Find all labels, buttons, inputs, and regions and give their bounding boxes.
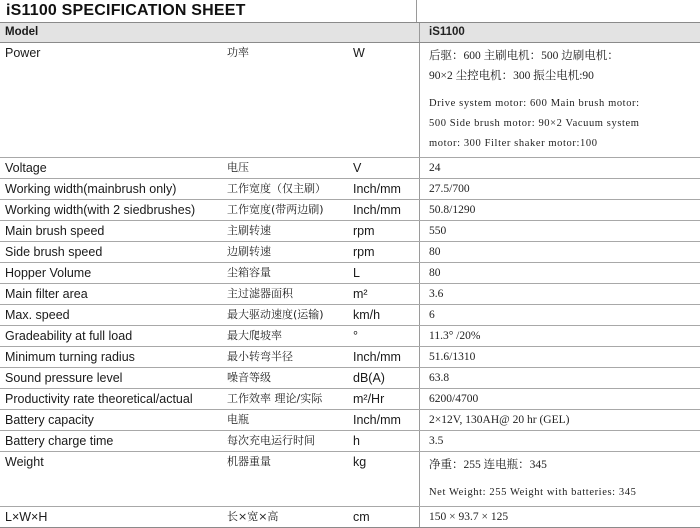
table-row bbox=[0, 242, 700, 263]
column-divider bbox=[416, 0, 417, 22]
spec-name-zh: 电压 bbox=[227, 158, 353, 179]
spec-value: 63.8 bbox=[420, 368, 700, 389]
spec-value: 50.8/1290 bbox=[420, 200, 700, 221]
spec-unit: dB(A) bbox=[353, 368, 420, 389]
spec-name-zh: 最小转弯半径 bbox=[227, 347, 353, 368]
table-row bbox=[0, 305, 700, 326]
spec-name-zh: 机器重量 bbox=[227, 452, 353, 507]
spec-unit: rpm bbox=[353, 221, 420, 242]
table-row bbox=[0, 200, 700, 221]
spec-name: Main filter area bbox=[0, 284, 227, 305]
spec-unit: cm bbox=[353, 507, 420, 528]
spec-name: Battery charge time bbox=[0, 431, 227, 452]
spec-name-zh: 工作宽度（仅主刷） bbox=[227, 179, 353, 200]
spec-value: 24 bbox=[420, 158, 700, 179]
spec-name: Max. speed bbox=[0, 305, 227, 326]
spec-name: Minimum turning radius bbox=[0, 347, 227, 368]
spec-name-zh: 边刷转速 bbox=[227, 242, 353, 263]
model-label: Model bbox=[0, 23, 227, 43]
spec-name: Main brush speed bbox=[0, 221, 227, 242]
spec-unit: km/h bbox=[353, 305, 420, 326]
spec-name: Hopper Volume bbox=[0, 263, 227, 284]
spec-value-line-zh: 后驱：600 主刷电机：500 边刷电机： bbox=[429, 46, 700, 66]
spec-value-line-en: 500 Side brush motor: 90×2 Vacuum system bbox=[429, 114, 700, 134]
spec-unit: ° bbox=[353, 326, 420, 347]
spec-value: 27.5/700 bbox=[420, 179, 700, 200]
spec-name: Weight bbox=[0, 452, 227, 507]
spec-value: 2×12V, 130AH@ 20 hr (GEL) bbox=[420, 410, 700, 431]
spec-name: L×W×H bbox=[0, 507, 227, 528]
spec-value: 150 × 93.7 × 125 bbox=[420, 507, 700, 528]
table-row bbox=[0, 507, 700, 528]
spec-unit: Inch/mm bbox=[353, 347, 420, 368]
spec-name: Working width(with 2 siedbrushes) bbox=[0, 200, 227, 221]
spec-value-line-zh: 净重：255 连电瓶：345 bbox=[429, 455, 700, 475]
table-header-row bbox=[0, 23, 700, 43]
spec-name-zh: 电瓶 bbox=[227, 410, 353, 431]
spec-value-line-en: Drive system motor: 600 Main brush motor: bbox=[429, 94, 700, 114]
spec-name-zh: 噪音等级 bbox=[227, 368, 353, 389]
spec-unit: h bbox=[353, 431, 420, 452]
spec-name-zh: 工作效率 理论/实际 bbox=[227, 389, 353, 410]
spec-unit: Inch/mm bbox=[353, 200, 420, 221]
spec-name-zh: 最大爬坡率 bbox=[227, 326, 353, 347]
spec-value-line-en: Net Weight: 255 Weight with batteries: 345 bbox=[429, 483, 700, 503]
spec-value: 80 bbox=[420, 242, 700, 263]
spec-value: 550 bbox=[420, 221, 700, 242]
spec-name-zh: 长×宽×高 bbox=[227, 507, 353, 528]
table-row bbox=[0, 347, 700, 368]
spec-value-line-en: motor: 300 Filter shaker motor:100 bbox=[429, 134, 700, 154]
spec-name-zh: 主刷转速 bbox=[227, 221, 353, 242]
spec-value: 80 bbox=[420, 263, 700, 284]
spec-unit: kg bbox=[353, 452, 420, 507]
spec-value: 3.6 bbox=[420, 284, 700, 305]
spec-name: Power bbox=[0, 43, 227, 158]
spec-unit: W bbox=[353, 43, 420, 158]
spec-value-line-zh: 90×2 尘控电机：300 振尘电机:90 bbox=[429, 66, 700, 86]
table-row bbox=[0, 410, 700, 431]
spec-name-zh: 功率 bbox=[227, 43, 353, 158]
spec-name: Battery capacity bbox=[0, 410, 227, 431]
spec-unit: Inch/mm bbox=[353, 179, 420, 200]
table-row bbox=[0, 389, 700, 410]
spec-name-zh: 最大驱动速度(运输) bbox=[227, 305, 353, 326]
table-row bbox=[0, 263, 700, 284]
table-row bbox=[0, 452, 700, 507]
line-gap bbox=[429, 475, 700, 483]
model-value: iS1100 bbox=[420, 23, 700, 43]
spec-name: Side brush speed bbox=[0, 242, 227, 263]
table-row bbox=[0, 158, 700, 179]
spec-table bbox=[0, 22, 700, 528]
spec-name: Sound pressure level bbox=[0, 368, 227, 389]
spec-name-zh: 每次充电运行时间 bbox=[227, 431, 353, 452]
spec-value: 51.6/1310 bbox=[420, 347, 700, 368]
line-gap bbox=[429, 86, 700, 94]
table-row bbox=[0, 326, 700, 347]
spec-name-zh: 工作宽度(带两边刷) bbox=[227, 200, 353, 221]
table-row bbox=[0, 179, 700, 200]
table-row bbox=[0, 221, 700, 242]
spec-value: 6200/4700 bbox=[420, 389, 700, 410]
spec-name-zh: 尘箱容量 bbox=[227, 263, 353, 284]
spec-unit: Inch/mm bbox=[353, 410, 420, 431]
spec-value bbox=[420, 43, 700, 158]
spec-name: Productivity rate theoretical/actual bbox=[0, 389, 227, 410]
spec-unit: V bbox=[353, 158, 420, 179]
spec-value bbox=[420, 452, 700, 507]
spec-name: Working width(mainbrush only) bbox=[0, 179, 227, 200]
page-title: iS1100 SPECIFICATION SHEET bbox=[6, 2, 246, 20]
table-row bbox=[0, 43, 700, 158]
spec-value: 6 bbox=[420, 305, 700, 326]
spec-unit: rpm bbox=[353, 242, 420, 263]
spec-name-zh: 主过滤器面积 bbox=[227, 284, 353, 305]
header-blank-zh bbox=[227, 23, 353, 43]
spec-unit: m² bbox=[353, 284, 420, 305]
spec-unit: L bbox=[353, 263, 420, 284]
spec-name: Gradeability at full load bbox=[0, 326, 227, 347]
spec-value: 11.3° /20% bbox=[420, 326, 700, 347]
spec-unit: m²/Hr bbox=[353, 389, 420, 410]
table-row bbox=[0, 368, 700, 389]
header-blank-unit bbox=[353, 23, 420, 43]
table-row bbox=[0, 284, 700, 305]
table-row bbox=[0, 431, 700, 452]
spec-name: Voltage bbox=[0, 158, 227, 179]
spec-value: 3.5 bbox=[420, 431, 700, 452]
